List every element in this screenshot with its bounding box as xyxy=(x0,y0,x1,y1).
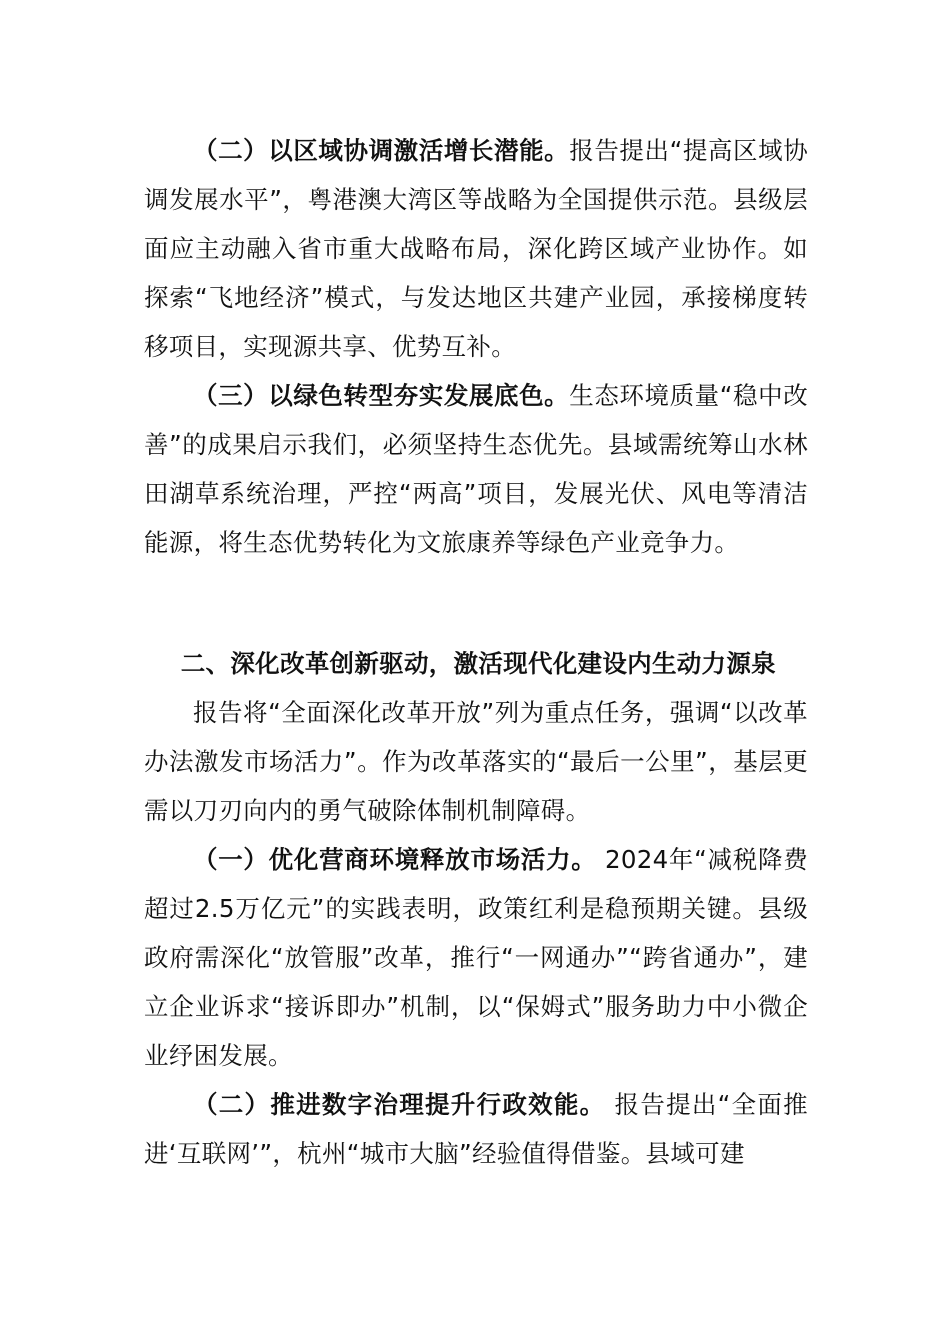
section-heading: 二、深化改革创新驱动，激活现代化建设内生动力源泉 xyxy=(180,649,776,678)
paragraph-text: 2024年“减税降费超过2.5万亿元”的实践表明，政策红利是稳预期关键。县级政府需深化“放管服”改革，推行“一网通办”“跨省通办”，建立企业诉求“接诉即办”机制，以“保姆式”服务助力中小微企业纾困发展。 xyxy=(144,845,808,1070)
paragraph-regional-coordination xyxy=(144,126,808,371)
paragraph-business-environment xyxy=(144,835,808,1080)
paragraph-lead: （三）以绿色转型夯实发展底色。 xyxy=(193,381,570,410)
paragraph-lead: （二）推进数字治理提升行政效能。 xyxy=(193,1090,606,1119)
paragraph-text: 生态环境质量“稳中改善”的成果启示我们，必须坚持生态优先。县域需统筹山水林田湖草系统治理，严控“两高”项目，发展光伏、风电等清洁能源，将生态优势转化为文旅康养等绿色产业竞争力。 xyxy=(144,381,808,557)
paragraph-text: 报告提出“全面推进‘互联网’”，杭州“城市大脑”经验值得借鉴。县域可建 xyxy=(144,1090,808,1168)
paragraph-digital-governance xyxy=(144,1080,808,1178)
paragraph-lead: （二）以区域协调激活增长潜能。 xyxy=(193,136,570,165)
paragraph-lead: （一）优化营商环境释放市场活力。 xyxy=(193,845,597,874)
document-page xyxy=(144,126,808,1178)
section-spacer xyxy=(144,567,808,639)
section-intro-paragraph: 报告将“全面深化改革开放”列为重点任务，强调“以改革办法激发市场活力”。作为改革落实的“最后一公里”，基层更需以刀刃向内的勇气破除体制机制障碍。 xyxy=(144,698,808,825)
paragraph-text: 报告提出“提高区域协调发展水平”，粤港澳大湾区等战略为全国提供示范。县级层面应主动融入省市重大战略布局，深化跨区域产业协作。如探索“飞地经济”模式，与发达地区共建产业园，承接梯度转移项目，实现源共享、优势互补。 xyxy=(144,136,808,361)
paragraph-green-transition xyxy=(144,371,808,567)
